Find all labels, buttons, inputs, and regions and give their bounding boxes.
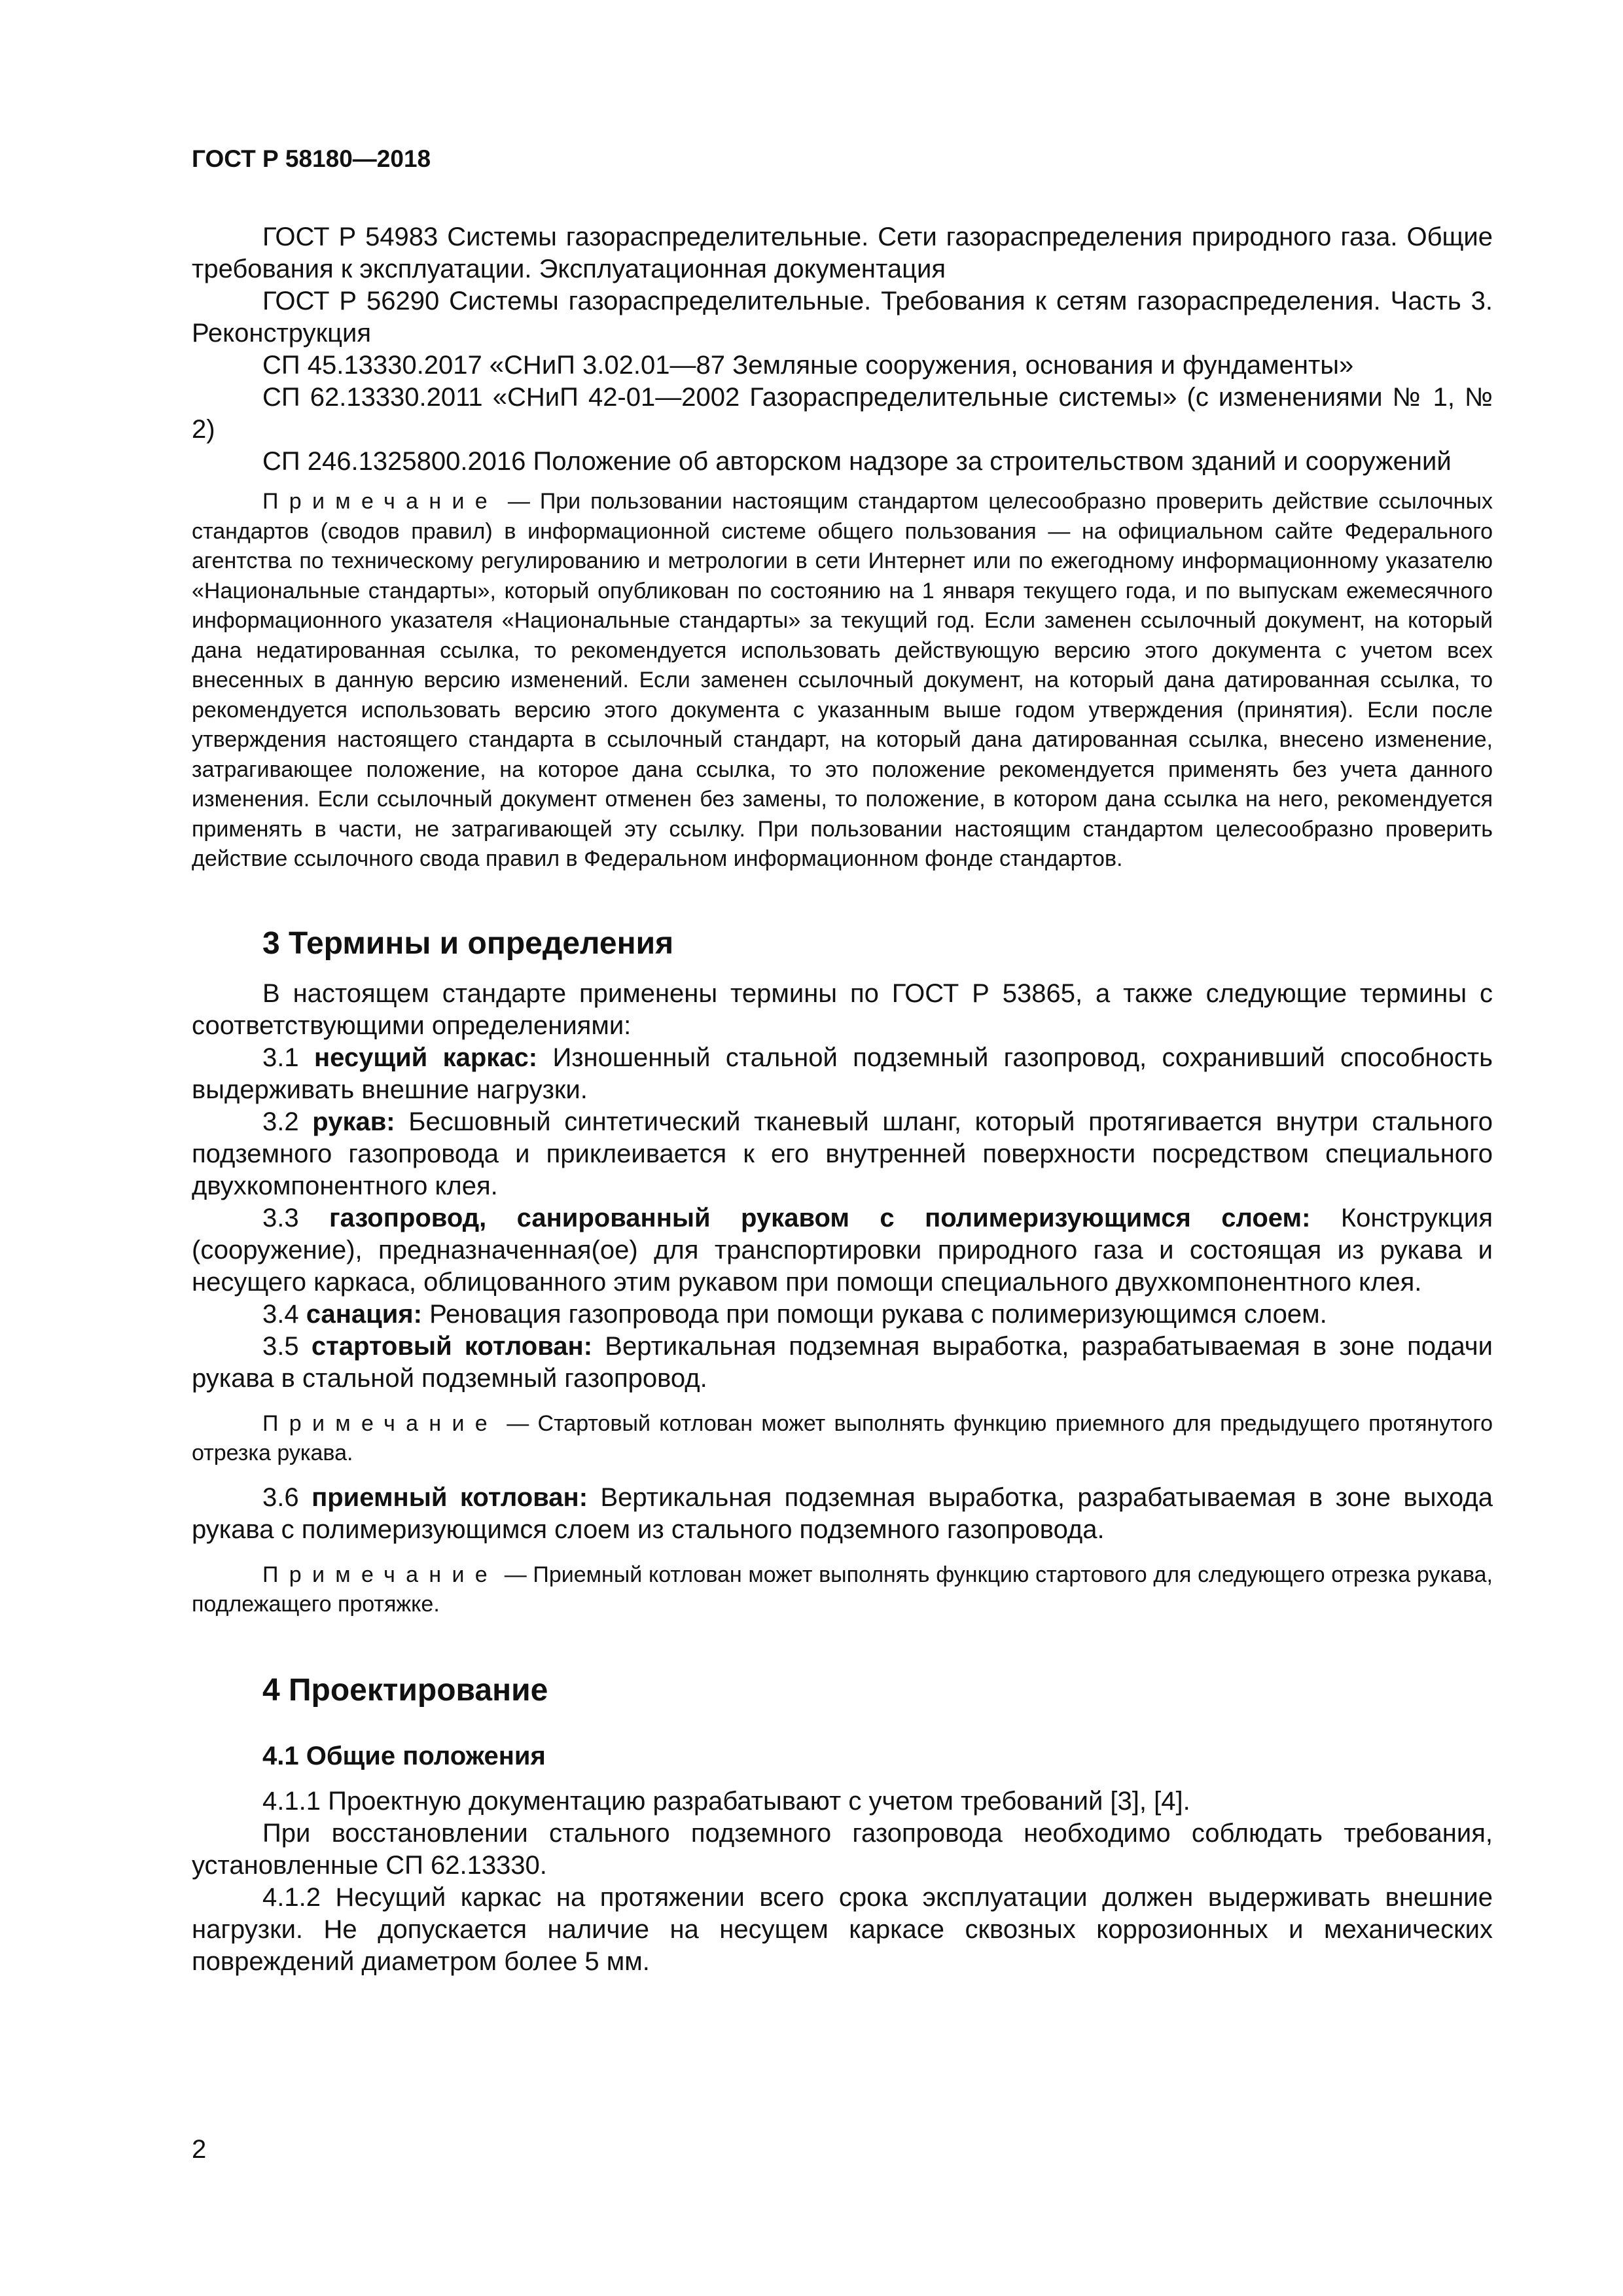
note-text: — Приемный котлован может выполнять функцию стартового для следующего отрезка рукава, подлежащего протяжке. xyxy=(192,1562,1493,1617)
term-note xyxy=(192,1409,1493,1469)
note-label: Примечание xyxy=(262,1562,498,1587)
reference-item: ГОСТ Р 54983 Системы газораспределительные. Сети газораспределения природного газа. Общие требования к эксплуатации. Эксплуатационная документация xyxy=(192,223,1493,283)
page-content xyxy=(192,221,1493,1978)
term-definition: Вертикальная подземная выработка, разрабатываемая в зоне выхода рукава с полимеризующимся слоем из стального подземного газопровода. xyxy=(192,1482,1493,1544)
term-name: рукав: xyxy=(312,1107,395,1136)
term-item: 3.2 рукав: Бесшовный синтетический тканевый шланг, который протягивается внутри стального подземного газопровода и приклеивается к его внутренней поверхности посредством специального двухкомпонентного клея. xyxy=(192,1107,1493,1200)
reference-item: ГОСТ Р 56290 Системы газораспределительные. Требования к сетям газораспределения. Часть 3. Реконструкция xyxy=(192,287,1493,348)
section-4-body xyxy=(192,1785,1493,1978)
term-name: стартовый котлован: xyxy=(311,1331,593,1361)
term-definition: Конструкция (сооружение), предназначенная(ое) для транспортировки природного газа и состоящая из рукава и несущего каркаса, облицованного этим рукавом при помощи специального двухкомпонентного клея. xyxy=(192,1203,1493,1297)
paragraph: 4.1.1 Проектную документацию разрабатывают с учетом требований [3], [4]. xyxy=(262,1786,1190,1816)
note-label: Примечание xyxy=(262,489,498,514)
terms-list xyxy=(192,1042,1493,1395)
reference-item: СП 62.13330.2011 «СНиП 42-01—2002 Газораспределительные системы» (с изменениями № 1, № 2) xyxy=(192,383,1493,444)
term-definition: Реновация газопровода при помощи рукава с полимеризующимся слоем. xyxy=(421,1299,1327,1329)
term-definition: Бесшовный синтетический тканевый шланг, который протягивается внутри стального подземного газопровода и приклеивается к его внутренней поверхности посредством специального двухкомпонентного клея. xyxy=(192,1107,1493,1200)
references-note xyxy=(192,487,1493,874)
term-name: санация: xyxy=(306,1299,422,1329)
section-4-heading: 4 Проектирование xyxy=(262,1672,548,1708)
note-text: — Стартовый котлован может выполнять функцию приемного для предыдущего протянутого отрезка рукава. xyxy=(192,1410,1493,1465)
term-item: 3.1 несущий каркас: Изношенный стальной подземный газопровод, сохранивший способность выдерживать внешние нагрузки. xyxy=(192,1043,1493,1104)
note-text: — При пользовании настоящим стандартом целесообразно проверить действие ссылочных стандартов (сводов правил) в информационной системе общего пользования — на официальном сайте Федерального агентства по техническому регулированию и метрологии в сети Интернет или по ежегодному информационному указателю «Национальные стандарты», который опубликован по состоянию на 1 января текущего года, и по выпускам ежемесячного информационного указателя «Национальные стандарты» за текущий год. Если заменен ссылочный документ, на который дана недатированная ссылка, то рекомендуется использовать действующую версию этого документа с учетом всех внесенных в данную версию изменений. Если заменен ссылочный документ, на который дана датированная ссылка, то рекомендуется использовать версию этого документа с указанным выше годом утверждения (принятия). Если после утверждения настоящего стандарта в ссылочный стандарт, на который дана датированная ссылка, внесено изменение, затрагивающее положение, на которое дана ссылка, то это положение рекомендуется применять без учета данного изменения. Если ссылочный документ отменен без замены, то положение, в котором дана ссылка на него, рекомендуется применять в части, не затрагивающей эту ссылку. При пользовании настоящим стандартом целесообразно проверить действие ссылочного свода правил в Федеральном информационном фонде стандартов. xyxy=(192,489,1493,871)
term-name: газопровод, санированный рукавом с полимеризующимся слоем: xyxy=(329,1203,1311,1232)
reference-item: СП 246.1325800.2016 Положение об авторском надзоре за строительством зданий и сооружений xyxy=(262,447,1452,476)
term-item: 3.5 стартовый котлован: Вертикальная подземная выработка, разрабатываемая в зоне подачи рукава в стальной подземный газопровод. xyxy=(192,1331,1493,1393)
term-item: 3.4 санация: Реновация газопровода при помощи рукава с полимеризующимся слоем. xyxy=(262,1299,1327,1329)
term-definition: Изношенный стальной подземный газопровод, сохранивший способность выдерживать внешние нагрузки. xyxy=(192,1043,1493,1104)
reference-item: СП 45.13330.2017 «СНиП 3.02.01—87 Земляные сооружения, основания и фундаменты» xyxy=(262,351,1354,380)
paragraph: При восстановлении стального подземного газопровода необходимо соблюдать требования, установленные СП 62.13330. xyxy=(192,1818,1493,1880)
section-3-intro: В настоящем стандарте применены термины по ГОСТ Р 53865, а также следующие термины с соответствующими определениями: xyxy=(192,978,1493,1040)
term-item: 3.6 приемный котлован: Вертикальная подземная выработка, разрабатываемая в зоне выхода рукава с полимеризующимся слоем из стального подземного газопровода. xyxy=(192,1482,1493,1544)
note-label: Примечание xyxy=(262,1410,498,1436)
term-note xyxy=(192,1560,1493,1620)
paragraph: 4.1.2 Несущий каркас на протяжении всего срока эксплуатации должен выдерживать внешние нагрузки. Не допускается наличие на несущем каркасе сквозных коррозионных и механических повреждений диаметром более 5 мм. xyxy=(192,1882,1493,1976)
document-header: ГОСТ Р 58180—2018 xyxy=(192,145,431,172)
term-name: приемный котлован: xyxy=(312,1482,588,1512)
subsection-4-1-heading: 4.1 Общие положения xyxy=(262,1741,546,1770)
term-name: несущий каркас: xyxy=(313,1043,538,1072)
section-3-heading: 3 Термины и определения xyxy=(262,925,674,961)
term-item: 3.3 газопровод, санированный рукавом с полимеризующимся слоем: Конструкция (сооружение), предназначенная(ое) для транспортировки природного газа и состоящая из рукава и несущего каркаса, облицованного этим рукавом при помощи специального двухкомпонентного клея. xyxy=(192,1203,1493,1297)
page-number: 2 xyxy=(192,2135,207,2164)
term-definition: Вертикальная подземная выработка, разрабатываемая в зоне подачи рукава в стальной подземный газопровод. xyxy=(192,1331,1493,1393)
normative-references xyxy=(192,221,1493,478)
